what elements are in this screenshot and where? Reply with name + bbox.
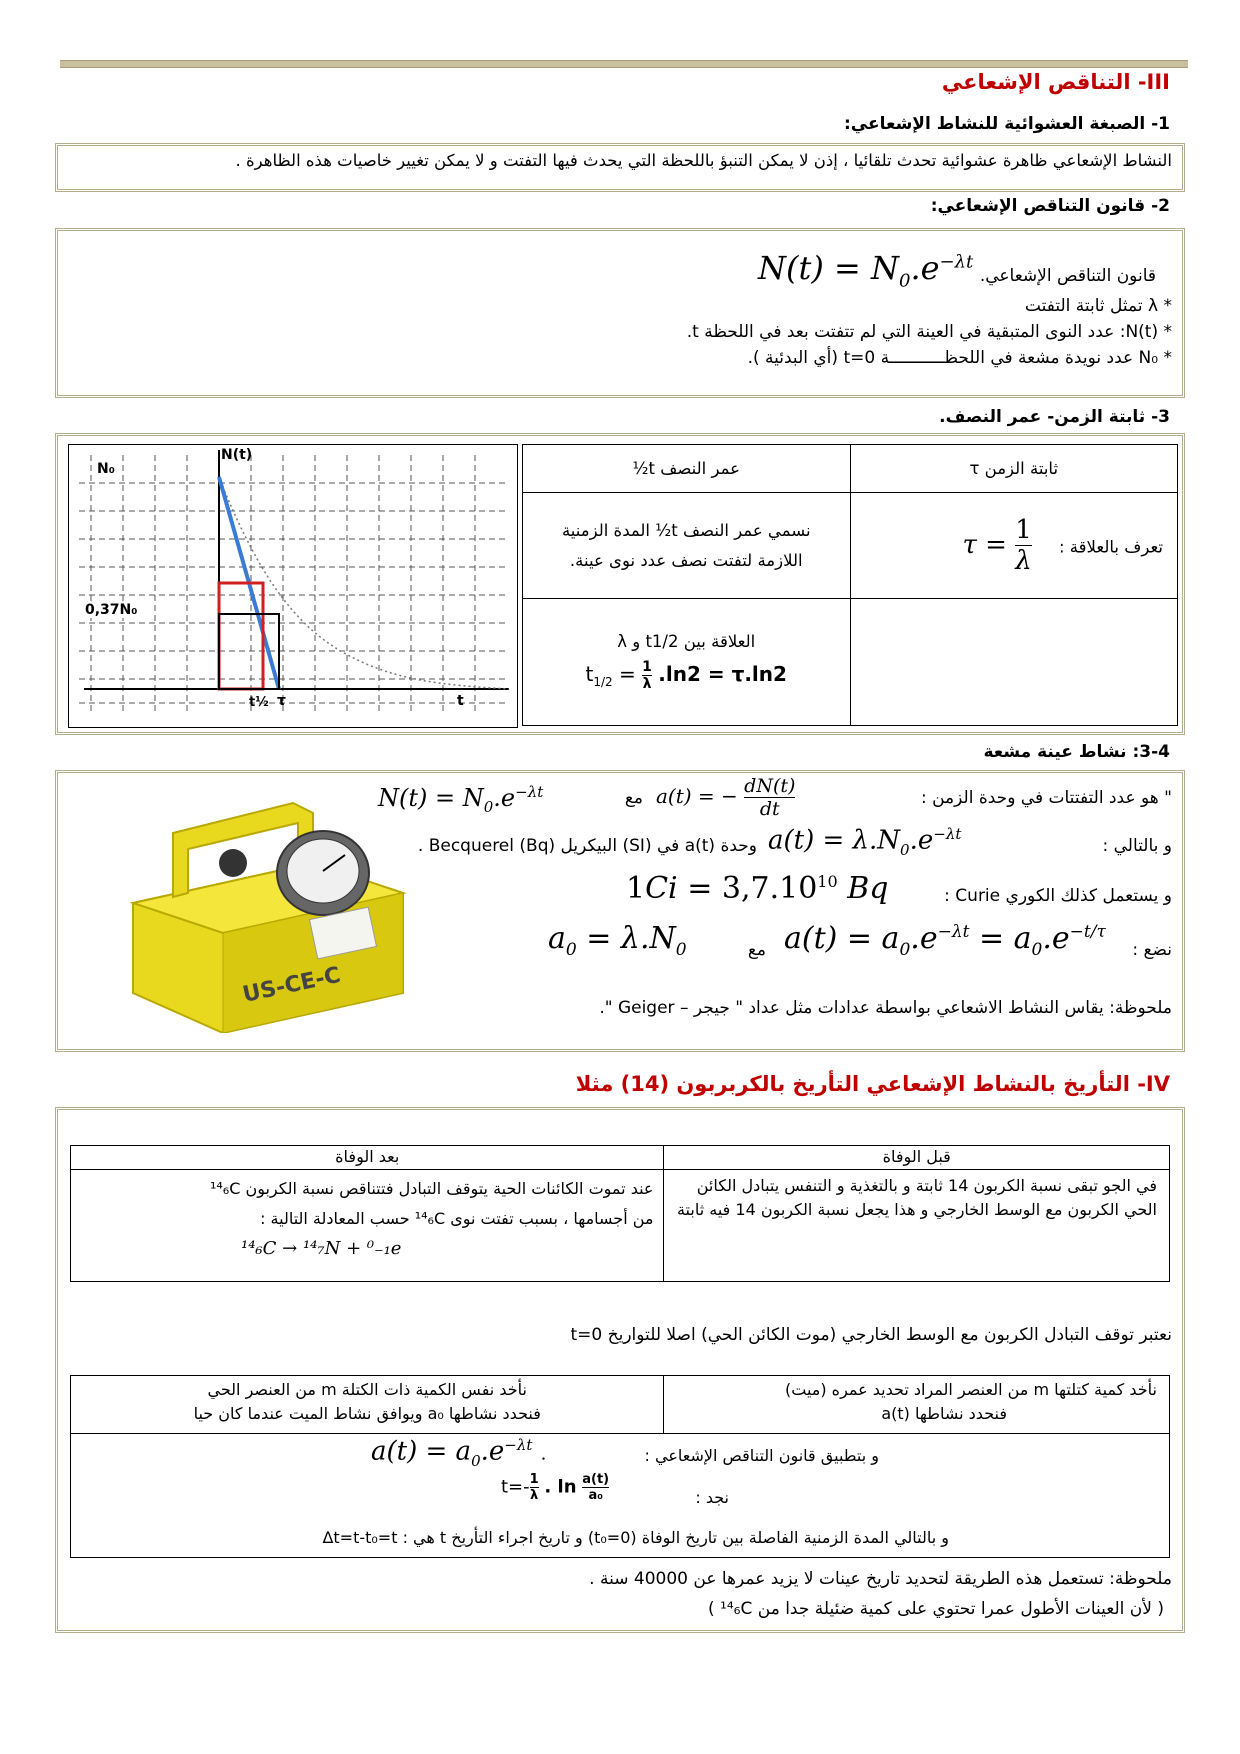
activity-units-rest: وحدة a(t) في (SI) البيكريل (Bq) Becquerel . [417,836,757,856]
curie-formula: $1Ci = 3,7.10^{10}$ Bq [626,871,889,906]
half-life-rect [219,583,263,689]
tau-definition [850,493,1178,599]
graph-n0-label: N₀ [97,461,115,477]
tau-thalf-table [522,444,1178,726]
subsection-1-box [55,143,1185,192]
measure-dead-line2: فنحدد نشاطها a(t) [881,1404,1007,1423]
device-label: US-CE-C [240,962,343,1008]
activity-def-text: " هو عدد التفتتات في وحدة الزمن : [920,788,1172,808]
before-death-cell: في الجو تبقى نسبة الكربون 14 ثابتة و بالتغذية و التنفس يتبادل الكائن الحي الكربون مع الوسط الخارجي و هذا يجعل نسبة الكربون 14 فيه ثابتة [664,1170,1170,1282]
find-formula: t=- $\frac{1}{\lambda}$ . ln $\frac{a(t)}{\text{a₀}}$ [501,1472,610,1503]
apply-text: و بتطبيق قانون التناقص الإشعاعي : [644,1446,879,1465]
thalf-header: عمر النصف t½ [523,445,851,493]
relation-formula: $t_{1/2}$ = $\frac{1}{\lambda}$ .ln2 = τ.ln2 [585,659,787,692]
graph-tau-label: τ [277,693,286,709]
geiger-counter-image [113,793,413,1033]
relation-empty-cell [850,599,1178,726]
after-death-cell [71,1170,664,1282]
subsection-3-title: 3- ثابتة الزمن- عمر النصف. [939,407,1170,427]
delta-text: و بالتالي المدة الزمنية الفاصلة بين تاريخ الوفاة (t₀=0) و تاريخ اجراء التأريخ t هي : Δt=t-t₀=t [322,1528,949,1547]
measure-dead-line1: نأخد كمية كتلتها m من العنصر المراد تحديد عمره (ميت) [785,1380,1157,1399]
dating-note-1: ملحوظة: تستعمل هذه الطريقة لتحديد تاريخ عينات لا يزيد عمرها عن 40000 سنة . [589,1569,1172,1589]
law-item-n0: * N₀ عدد نويدة مشعة في اللحظـــــــــــة t=0 (أي البدئية ). [747,348,1172,368]
relation-cell [523,599,851,726]
thalf-def-line2: اللازمة لتفتت نصف عدد نوى عينة. [569,550,803,570]
top-rule [60,60,1188,68]
subsection-1-body: النشاط الإشعاعي ظاهرة عشوائية تحدث تلقائيا ، إذن لا يمكن التنبؤ باللحظة التي يحدث فيها التفتت و لا يمكن تغيير خاصيات هذه الظاهرة . [235,151,1172,170]
measure-alive-line2: فنحدد نشاطها a₀ ويوافق نشاط الميت عندما كان حيا [193,1404,541,1423]
death-table [70,1145,1170,1282]
subsection-3-box [55,433,1185,735]
graph-thalf-label: t½ [249,695,269,710]
relation-title: العلاقة بين t1/2 و λ [617,632,756,651]
decay-graph [68,444,518,728]
curie-text: و يستعمل كذلك الكوري Curie : [944,886,1172,906]
thalf-def-line1: نسمي عمر النصف t½ المدة الزمنية [561,520,811,540]
head-after-death: بعد الوفاة [71,1146,664,1170]
activity-def-mid: مع [624,788,643,808]
thalf-definition [523,493,851,599]
after-death-line1: عند تموت الكائنات الحية يتوقف التبادل فتتناقص نسبة الكربون ¹⁴₆C [209,1179,654,1198]
subsection-1-title: 1- الصبغة العشوائية للنشاط الإشعاعي: [844,114,1170,134]
dating-note-2: ( لأن العينات الأطول عمرا تحتوي على كمية ضئيلة جدا من ¹⁴₆C ) [707,1599,1164,1619]
apply-formula: $a(t) = a_0.e^{-\lambda t}$ . [371,1436,547,1470]
subsection-2-box [55,228,1185,398]
activity-units-formula: $a(t) = \lambda.N_0.e^{-\lambda t}$ [768,825,962,859]
a0-text: نضع : [1132,940,1172,960]
subsection-4-box [55,770,1185,1052]
after-death-line2: من أجسامها ، بسبب تفتت نوى ¹⁴₆C حسب المعادلة التالية : [260,1209,654,1228]
a0-formula2: $a_0 = \lambda.N_0$ [548,921,687,960]
law-item-nt: * N(t): عدد النوى المتبقية في العينة التي لم تتفتت بعد في اللحظة t. [686,322,1172,342]
section-4-title: IV- التأريخ بالنشاط الإشعاعي التأريخ بالكربربون (14) مثلا [575,1072,1170,1096]
measure-alive-line1: نأخد نفس الكمية ذات الكتلة m من العنصر الحي [207,1380,527,1399]
graph-y-label: N(t) [221,447,253,463]
law-item-lambda: * λ تمثل ثابتة التفتت [1024,296,1172,316]
find-text: نجد : [695,1488,729,1507]
head-before-death: قبل الوفاة [664,1146,1170,1170]
measure-table [70,1375,1170,1558]
law-label: قانون التناقص الإشعاعي. [979,266,1156,286]
tau-header: ثابتة الزمن τ [850,445,1178,493]
graph-n037-label: 0,37N₀ [85,602,138,618]
subsection-2-title: 2- قانون التناقص الإشعاعي: [930,196,1170,216]
measure-dead-cell [664,1376,1170,1434]
activity-units-text: و بالتالي : [1102,836,1172,856]
decay-equation: ¹⁴₆C → ¹⁴₇N + ⁰₋₁e [241,1238,402,1259]
section-4-box [55,1107,1185,1633]
graph-x-label: t [457,693,464,709]
section-3-title: III- التناقص الإشعاعي [941,70,1170,94]
tau-def-label: تعرف بالعلاقة : [1059,537,1163,557]
activity-def-formula: a(t) = − $\frac{dN(t)}{dt}$ [656,775,796,820]
activity-def-formula2: $N(t) = N_0.e^{-\lambda t}$ [378,783,544,816]
subsection-4-title: 3-4: نشاط عينة مشعة [983,742,1170,762]
a0-formula: $a(t) = a_0.e^{-\lambda t} = a_0.e^{-t/\tau}$ [784,921,1106,960]
decay-graph-svg [69,445,517,727]
apply-law-cell [71,1434,1170,1558]
law-formula: $N(t) = N_0.e^{-\lambda t}$ [758,249,974,292]
tau-def-formula: τ = $\frac{1}{\lambda}$ [962,515,1032,576]
measure-alive-cell [71,1376,664,1434]
a0-mid: مع [747,940,766,960]
geiger-note: ملحوظة: يقاس النشاط الاشعاعي بواسطة عدادات مثل عداد " جيجر – Geiger ". [599,998,1172,1018]
origin-text: نعتبر توقف التبادل الكربون مع الوسط الخارجي (موت الكائن الحي) اصلا للتواريخ t=0 [570,1325,1172,1345]
